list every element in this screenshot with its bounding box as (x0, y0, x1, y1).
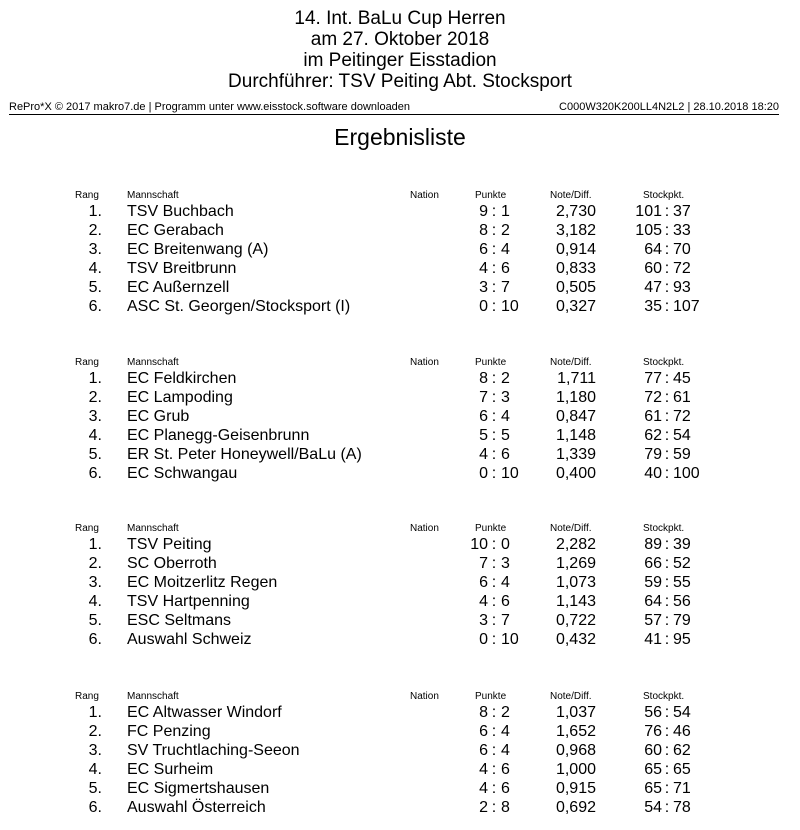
stock-won-cell: 59 (644, 574, 662, 591)
table-row (0, 760, 800, 779)
rank-cell: 1. (88, 203, 102, 220)
table-row (0, 722, 800, 741)
stock-lost-cell: 71 (673, 780, 691, 797)
note-cell: 0,505 (555, 279, 596, 296)
points-lost-cell: 8 (501, 799, 510, 816)
stock-lost-cell: 72 (673, 408, 691, 425)
team-cell: ASC St. Georgen/Stocksport (I) (127, 298, 351, 315)
column-header-team: Mannschaft (127, 523, 179, 534)
table-row (0, 297, 800, 316)
points-lost-cell: 4 (501, 742, 510, 759)
team-cell: EC Schwangau (127, 465, 238, 482)
rank-cell: 3. (88, 241, 102, 258)
stock-separator: : (664, 465, 670, 482)
rank-cell: 4. (88, 761, 102, 778)
column-header-rank: Rang (75, 691, 99, 702)
column-header-nation: Nation (410, 691, 439, 702)
points-won-cell: 6 (479, 742, 488, 759)
rank-cell: 5. (88, 780, 102, 797)
stock-separator: : (664, 427, 670, 444)
points-separator: : (491, 631, 497, 648)
stock-separator: : (664, 222, 670, 239)
stock-won-cell: 41 (644, 631, 662, 648)
team-cell: TSV Breitbrunn (127, 260, 237, 277)
note-cell: 1,652 (555, 723, 596, 740)
stock-lost-cell: 56 (673, 593, 691, 610)
column-header-team: Mannschaft (127, 190, 179, 201)
points-won-cell: 4 (479, 446, 488, 463)
points-lost-cell: 3 (501, 555, 510, 572)
note-cell: 0,722 (555, 612, 596, 629)
table-row (0, 369, 800, 388)
table-row (0, 388, 800, 407)
points-lost-cell: 0 (501, 536, 510, 553)
table-row (0, 630, 800, 649)
note-cell: 0,400 (555, 465, 596, 482)
points-lost-cell: 10 (501, 465, 519, 482)
stock-won-cell: 66 (644, 555, 662, 572)
points-lost-cell: 6 (501, 780, 510, 797)
points-won-cell: 6 (479, 574, 488, 591)
column-header-stock: Stockpkt. (643, 357, 685, 368)
table-row (0, 426, 800, 445)
stock-separator: : (664, 260, 670, 277)
stock-won-cell: 60 (644, 260, 662, 277)
stock-separator: : (664, 723, 670, 740)
stock-lost-cell: 39 (673, 536, 691, 553)
stock-separator: : (664, 279, 670, 296)
points-lost-cell: 4 (501, 408, 510, 425)
points-lost-cell: 7 (501, 279, 510, 296)
table-row (0, 535, 800, 554)
rank-cell: 4. (88, 593, 102, 610)
rank-cell: 4. (88, 260, 102, 277)
table-row (0, 221, 800, 240)
stock-lost-cell: 62 (673, 742, 691, 759)
points-won-cell: 0 (479, 298, 488, 315)
stock-won-cell: 40 (644, 465, 662, 482)
rank-cell: 5. (88, 446, 102, 463)
rank-cell: 1. (88, 370, 102, 387)
points-lost-cell: 6 (501, 593, 510, 610)
table-row (0, 779, 800, 798)
points-lost-cell: 2 (501, 370, 510, 387)
points-won-cell: 6 (479, 241, 488, 258)
table-row (0, 611, 800, 630)
team-cell: EC Außernzell (127, 279, 230, 296)
rank-cell: 6. (88, 465, 102, 482)
column-header-rank: Rang (75, 190, 99, 201)
rank-cell: 5. (88, 612, 102, 629)
stock-separator: : (664, 370, 670, 387)
team-cell: EC Lampoding (127, 389, 233, 406)
note-cell: 0,833 (555, 260, 596, 277)
points-won-cell: 8 (479, 222, 488, 239)
points-separator: : (491, 427, 497, 444)
note-cell: 1,711 (557, 370, 596, 387)
note-cell: 0,432 (555, 631, 596, 648)
column-header-note: Note/Diff. (550, 691, 592, 702)
table-row (0, 703, 800, 722)
stock-separator: : (664, 780, 670, 797)
stock-lost-cell: 33 (673, 222, 691, 239)
table-row (0, 240, 800, 259)
rank-cell: 5. (88, 279, 102, 296)
stock-lost-cell: 54 (673, 427, 691, 444)
stock-won-cell: 62 (644, 427, 662, 444)
points-lost-cell: 6 (501, 260, 510, 277)
column-header-team: Mannschaft (127, 357, 179, 368)
stock-lost-cell: 65 (673, 761, 691, 778)
column-header-note: Note/Diff. (550, 190, 592, 201)
column-header-rank: Rang (75, 523, 99, 534)
note-cell: 0,915 (555, 780, 596, 797)
note-cell: 2,282 (555, 536, 596, 553)
column-header-stock: Stockpkt. (643, 523, 685, 534)
rank-cell: 6. (88, 298, 102, 315)
stock-won-cell: 47 (644, 279, 662, 296)
rank-cell: 2. (88, 222, 102, 239)
team-cell: EC Grub (127, 408, 190, 425)
points-separator: : (491, 241, 497, 258)
team-cell: SV Truchtlaching-Seeon (127, 742, 300, 759)
points-lost-cell: 10 (501, 631, 519, 648)
stock-separator: : (664, 446, 670, 463)
points-separator: : (491, 370, 497, 387)
note-cell: 0,968 (555, 742, 596, 759)
rank-cell: 3. (88, 408, 102, 425)
note-cell: 1,143 (555, 593, 596, 610)
team-cell: EC Breitenwang (A) (127, 241, 269, 258)
column-header-points: Punkte (475, 190, 507, 201)
note-cell: 1,037 (555, 704, 596, 721)
stock-won-cell: 105 (635, 222, 662, 239)
rank-cell: 3. (88, 742, 102, 759)
stock-lost-cell: 107 (673, 298, 700, 315)
rank-cell: 2. (88, 723, 102, 740)
software-credit: RePro*X © 2017 makro7.de | Programm unter www.eisstock.software downloaden (9, 101, 411, 113)
column-header-points: Punkte (475, 691, 507, 702)
note-cell: 1,180 (555, 389, 596, 406)
points-separator: : (491, 574, 497, 591)
header-line-date: am 27. Oktober 2018 (310, 29, 490, 50)
points-won-cell: 7 (479, 389, 488, 406)
table-row (0, 202, 800, 221)
points-won-cell: 0 (479, 465, 488, 482)
rank-cell: 2. (88, 389, 102, 406)
stock-separator: : (664, 555, 670, 572)
table-row (0, 741, 800, 760)
stock-separator: : (664, 799, 670, 816)
team-cell: ER St. Peter Honeywell/BaLu (A) (127, 446, 362, 463)
points-lost-cell: 2 (501, 222, 510, 239)
points-separator: : (491, 389, 497, 406)
stock-separator: : (664, 203, 670, 220)
stock-separator: : (664, 298, 670, 315)
points-won-cell: 2 (479, 799, 488, 816)
stock-won-cell: 60 (644, 742, 662, 759)
stock-separator: : (664, 593, 670, 610)
note-cell: 1,000 (555, 761, 596, 778)
points-separator: : (491, 260, 497, 277)
points-won-cell: 7 (479, 555, 488, 572)
stock-separator: : (664, 389, 670, 406)
team-cell: SC Oberroth (127, 555, 217, 572)
team-cell: EC Moitzerlitz Regen (127, 574, 278, 591)
note-cell: 0,847 (555, 408, 596, 425)
column-header-points: Punkte (475, 523, 507, 534)
stock-separator: : (664, 704, 670, 721)
points-won-cell: 3 (479, 279, 488, 296)
points-lost-cell: 10 (501, 298, 519, 315)
stock-won-cell: 64 (644, 241, 662, 258)
points-lost-cell: 6 (501, 761, 510, 778)
stock-won-cell: 56 (644, 704, 662, 721)
table-row (0, 278, 800, 297)
stock-won-cell: 76 (644, 723, 662, 740)
points-separator: : (491, 761, 497, 778)
document-header (0, 8, 800, 92)
stock-won-cell: 101 (635, 203, 662, 220)
team-cell: ESC Seltmans (127, 612, 232, 629)
points-lost-cell: 1 (501, 203, 510, 220)
points-separator: : (491, 298, 497, 315)
header-line-event: 14. Int. BaLu Cup Herren (294, 8, 506, 29)
rank-cell: 2. (88, 555, 102, 572)
note-cell: 1,073 (555, 574, 596, 591)
column-header-stock: Stockpkt. (643, 691, 685, 702)
column-header-stock: Stockpkt. (643, 190, 685, 201)
team-cell: Auswahl Österreich (127, 799, 266, 816)
points-won-cell: 4 (479, 593, 488, 610)
rank-cell: 6. (88, 799, 102, 816)
stock-separator: : (664, 536, 670, 553)
points-separator: : (491, 612, 497, 629)
stock-won-cell: 79 (644, 446, 662, 463)
points-won-cell: 8 (479, 704, 488, 721)
table-row (0, 554, 800, 573)
stock-won-cell: 57 (644, 612, 662, 629)
stock-won-cell: 54 (644, 799, 662, 816)
points-won-cell: 8 (479, 370, 488, 387)
stock-separator: : (664, 631, 670, 648)
note-cell: 1,339 (555, 446, 596, 463)
rank-cell: 1. (88, 536, 102, 553)
points-lost-cell: 6 (501, 446, 510, 463)
points-won-cell: 6 (479, 723, 488, 740)
table-row (0, 407, 800, 426)
print-stamp: C000W320K200LL4N2L2 | 28.10.2018 18:20 (559, 101, 779, 113)
stock-lost-cell: 79 (673, 612, 691, 629)
team-cell: EC Planegg-Geisenbrunn (127, 427, 310, 444)
stock-separator: : (664, 742, 670, 759)
note-cell: 3,182 (555, 222, 596, 239)
stock-separator: : (664, 612, 670, 629)
points-lost-cell: 4 (501, 574, 510, 591)
points-separator: : (491, 799, 497, 816)
team-cell: TSV Peiting (127, 536, 212, 553)
team-cell: Auswahl Schweiz (127, 631, 252, 648)
table-row (0, 798, 800, 817)
points-won-cell: 9 (479, 203, 488, 220)
column-header-note: Note/Diff. (550, 523, 592, 534)
column-header-rank: Rang (75, 357, 99, 368)
points-won-cell: 4 (479, 780, 488, 797)
stock-lost-cell: 45 (673, 370, 691, 387)
rank-cell: 1. (88, 704, 102, 721)
team-cell: TSV Buchbach (127, 203, 234, 220)
points-won-cell: 6 (479, 408, 488, 425)
team-cell: EC Gerabach (127, 222, 224, 239)
table-row (0, 573, 800, 592)
stock-lost-cell: 59 (673, 446, 691, 463)
table-row (0, 464, 800, 483)
points-separator: : (491, 222, 497, 239)
team-cell: EC Feldkirchen (127, 370, 237, 387)
column-header-team: Mannschaft (127, 691, 179, 702)
points-won-cell: 10 (470, 536, 488, 553)
points-lost-cell: 2 (501, 704, 510, 721)
column-header-nation: Nation (410, 523, 439, 534)
table-row (0, 259, 800, 278)
note-cell: 1,269 (555, 555, 596, 572)
points-lost-cell: 7 (501, 612, 510, 629)
note-cell: 0,914 (555, 241, 596, 258)
stock-separator: : (664, 241, 670, 258)
points-separator: : (491, 536, 497, 553)
points-won-cell: 5 (479, 427, 488, 444)
stock-won-cell: 65 (644, 761, 662, 778)
points-separator: : (491, 555, 497, 572)
stock-lost-cell: 61 (673, 389, 691, 406)
points-separator: : (491, 408, 497, 425)
column-header-nation: Nation (410, 357, 439, 368)
points-won-cell: 3 (479, 612, 488, 629)
points-won-cell: 4 (479, 761, 488, 778)
stock-won-cell: 72 (644, 389, 662, 406)
points-won-cell: 4 (479, 260, 488, 277)
note-cell: 2,730 (555, 203, 596, 220)
table-row (0, 592, 800, 611)
team-cell: TSV Hartpenning (127, 593, 250, 610)
stock-lost-cell: 54 (673, 704, 691, 721)
points-separator: : (491, 465, 497, 482)
header-line-organizer: Durchführer: TSV Peiting Abt. Stocksport (228, 71, 572, 92)
points-lost-cell: 4 (501, 723, 510, 740)
points-separator: : (491, 446, 497, 463)
stock-lost-cell: 72 (673, 260, 691, 277)
team-cell: FC Penzing (127, 723, 211, 740)
stock-lost-cell: 78 (673, 799, 691, 816)
stock-separator: : (664, 574, 670, 591)
points-separator: : (491, 780, 497, 797)
points-separator: : (491, 279, 497, 296)
team-cell: EC Altwasser Windorf (127, 704, 282, 721)
team-cell: EC Surheim (127, 761, 214, 778)
stock-lost-cell: 93 (673, 279, 691, 296)
points-separator: : (491, 203, 497, 220)
stock-won-cell: 61 (644, 408, 662, 425)
stock-lost-cell: 55 (673, 574, 691, 591)
stock-lost-cell: 100 (673, 465, 700, 482)
stock-won-cell: 64 (644, 593, 662, 610)
points-lost-cell: 3 (501, 389, 510, 406)
stock-lost-cell: 52 (673, 555, 691, 572)
stock-won-cell: 35 (644, 298, 662, 315)
note-cell: 1,148 (555, 427, 596, 444)
stock-won-cell: 65 (644, 780, 662, 797)
rank-cell: 3. (88, 574, 102, 591)
rank-cell: 6. (88, 631, 102, 648)
stock-separator: : (664, 761, 670, 778)
rank-cell: 4. (88, 427, 102, 444)
points-lost-cell: 4 (501, 241, 510, 258)
column-header-points: Punkte (475, 357, 507, 368)
column-header-note: Note/Diff. (550, 357, 592, 368)
points-separator: : (491, 742, 497, 759)
team-cell: EC Sigmertshausen (127, 780, 270, 797)
stock-lost-cell: 95 (673, 631, 691, 648)
stock-lost-cell: 46 (673, 723, 691, 740)
points-lost-cell: 5 (501, 427, 510, 444)
stock-won-cell: 77 (644, 370, 662, 387)
note-cell: 0,327 (555, 298, 596, 315)
note-cell: 0,692 (555, 799, 596, 816)
stock-won-cell: 89 (644, 536, 662, 553)
header-line-venue: im Peitinger Eisstadion (303, 50, 497, 71)
page-title: Ergebnisliste (334, 124, 466, 150)
column-header-nation: Nation (410, 190, 439, 201)
points-won-cell: 0 (479, 631, 488, 648)
stock-separator: : (664, 408, 670, 425)
points-separator: : (491, 593, 497, 610)
table-row (0, 445, 800, 464)
points-separator: : (491, 723, 497, 740)
stock-lost-cell: 70 (673, 241, 691, 258)
points-separator: : (491, 704, 497, 721)
meta-line (9, 100, 779, 115)
stock-lost-cell: 37 (673, 203, 691, 220)
